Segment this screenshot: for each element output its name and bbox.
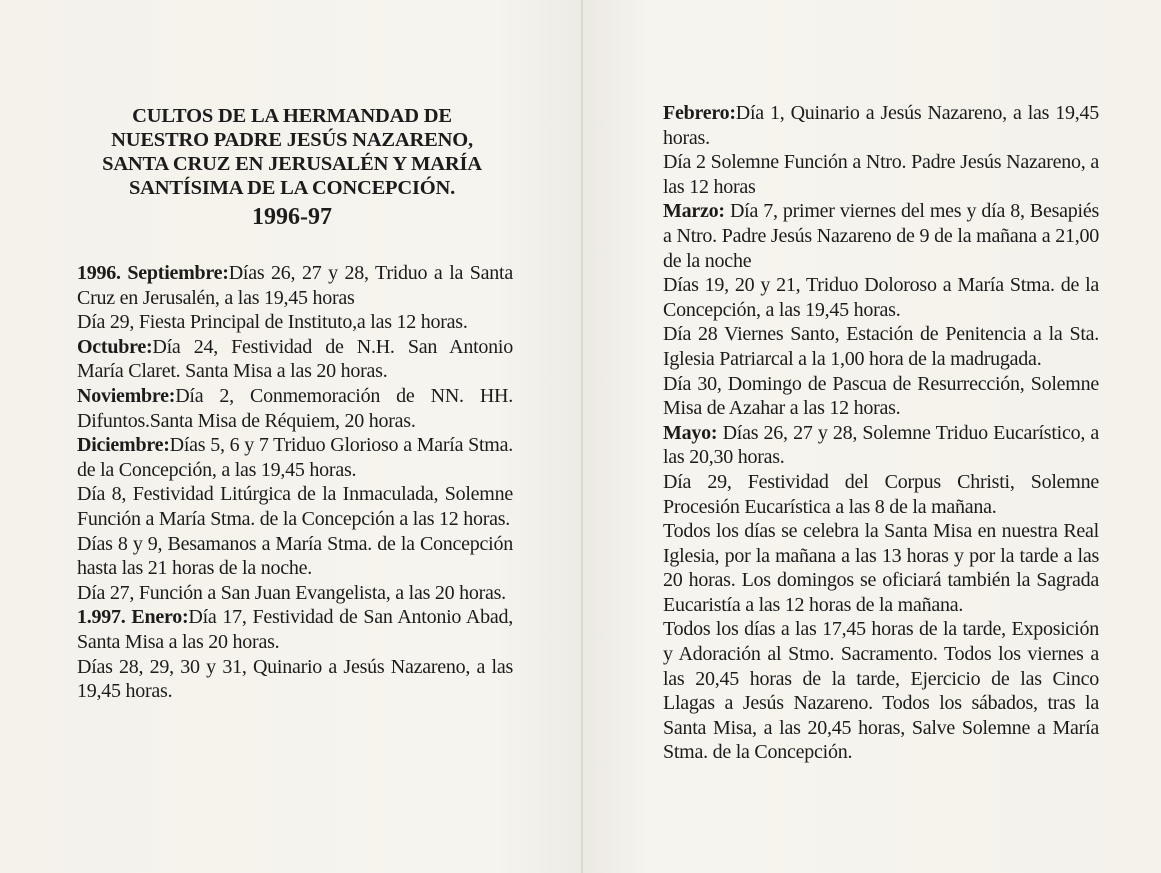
entry-text: Todos los días se celebra la Santa Misa en nuestra Real Iglesia, por la mañana a las 13 horas y por la tarde a las 20 horas. Los domingos se oficiará también la Sagrada Eucaristía a las 12 horas de la mañana. (663, 520, 1099, 616)
entry-text: Día 28 Viernes Santo, Estación de Penitencia a la Sta. Iglesia Patriarcal a la 1,00 hora de la madrugada. (663, 323, 1099, 370)
schedule-entry (77, 310, 513, 335)
schedule-entry (77, 433, 513, 482)
month-label: Febrero: (663, 102, 736, 124)
right-schedule-column (663, 101, 1099, 765)
month-label: 1.997. Enero: (77, 606, 189, 629)
entry-text: Día 29, Festividad del Corpus Christi, Solemne Procesión Eucarística a las 8 de la mañana. (663, 470, 1099, 518)
entry-text: Día 2, Conmemoración de NN. HH. Difuntos.Santa Misa de Réquiem, 20 horas. (77, 384, 513, 432)
schedule-entry (663, 470, 1099, 519)
title-line: NUESTRO PADRE JESÚS NAZARENO, (111, 129, 473, 151)
schedule-entry (663, 372, 1099, 421)
month-label: Noviembre: (77, 384, 176, 407)
schedule-entry (663, 199, 1099, 273)
schedule-entry (77, 655, 513, 704)
entry-text: Día 29, Fiesta Principal de Instituto,a las 12 horas. (77, 311, 468, 334)
month-label: Diciembre: (77, 434, 170, 457)
schedule-entry (77, 384, 513, 433)
schedule-entry (663, 322, 1099, 371)
title-line: SANTÍSIMA DE LA CONCEPCIÓN. (128, 177, 456, 199)
schedule-entry (77, 532, 513, 581)
month-label: Marzo: (663, 200, 725, 223)
entry-text: Días 5, 6 y 7 Triduo Glorioso a María Stma. de la Concepción, a las 19,45 horas. (77, 434, 513, 481)
schedule-entry (77, 261, 513, 310)
entry-text: Día 7, primer viernes del mes y día 8, Besapiés a Ntro. Padre Jesús Nazareno de 9 de la mañana a 21,00 de la noche (663, 200, 1099, 272)
entry-text: Día 2 Solemne Función a Ntro. Padre Jesús Nazareno, a las 12 horas (663, 151, 1099, 198)
entry-text: Día 24, Festividad de N.H. San Antonio María Claret. Santa Misa a las 20 horas. (77, 335, 513, 383)
entry-text: Día 17, Festividad de San Antonio Abad, Santa Misa a las 20 horas. (77, 606, 513, 653)
title-line: CULTOS DE LA HERMANDAD DE (132, 105, 452, 127)
schedule-entry (77, 482, 513, 531)
entry-text: Días 26, 27 y 28, Solemne Triduo Eucarístico, a las 20,30 horas. (663, 421, 1099, 469)
entry-text: Día 1, Quinario a Jesús Nazareno, a las 19,45 horas. (663, 102, 1099, 149)
month-label: 1996. Septiembre: (77, 262, 229, 284)
entry-text: Días 26, 27 y 28, Triduo a la Santa Cruz en Jerusalén, a las 19,45 horas (77, 262, 513, 309)
schedule-entry (77, 605, 513, 654)
schedule-entry (663, 150, 1099, 199)
schedule-entry (663, 617, 1099, 765)
schedule-entry (77, 581, 513, 606)
entry-text: Día 27, Función a San Juan Evangelista, a las 20 horas. (77, 581, 506, 604)
page-fold (581, 0, 583, 873)
month-label: Mayo: (663, 421, 718, 444)
entry-text: Días 28, 29, 30 y 31, Quinario a Jesús Nazareno, a las 19,45 horas. (77, 655, 513, 703)
schedule-entry (663, 421, 1099, 470)
left-schedule-column (77, 261, 513, 704)
document-title (62, 104, 522, 234)
schedule-entry (663, 519, 1099, 617)
schedule-entry (663, 273, 1099, 322)
schedule-entry (77, 335, 513, 384)
entry-text: Días 8 y 9, Besamanos a María Stma. de la Concepción hasta las 21 horas de la noche. (77, 532, 513, 580)
schedule-entry (663, 101, 1099, 150)
month-label: Octubre: (77, 335, 153, 358)
year-title: 1996-97 (252, 204, 332, 230)
entry-text: Todos los días a las 17,45 horas de la tarde, Exposición y Adoración al Stmo. Sacramento. Todos los viernes a las 20,45 horas de la tarde, Ejercicio de las Cinco Llagas a Jesús Nazareno. Todos los sábados, tras la Santa Misa, a las 20,45 horas, Salve Solemne a María Stma. de la Concepción. (663, 618, 1099, 764)
entry-text: Día 8, Festividad Litúrgica de la Inmaculada, Solemne Función a María Stma. de la Concepción a las 12 horas. (77, 483, 513, 530)
entry-text: Día 30, Domingo de Pascua de Resurrección, Solemne Misa de Azahar a las 12 horas. (663, 372, 1099, 420)
entry-text: Días 19, 20 y 21, Triduo Doloroso a María Stma. de la Concepción, a las 19,45 horas. (663, 274, 1099, 321)
title-line: SANTA CRUZ EN JERUSALÉN Y MARÍA (102, 153, 482, 175)
